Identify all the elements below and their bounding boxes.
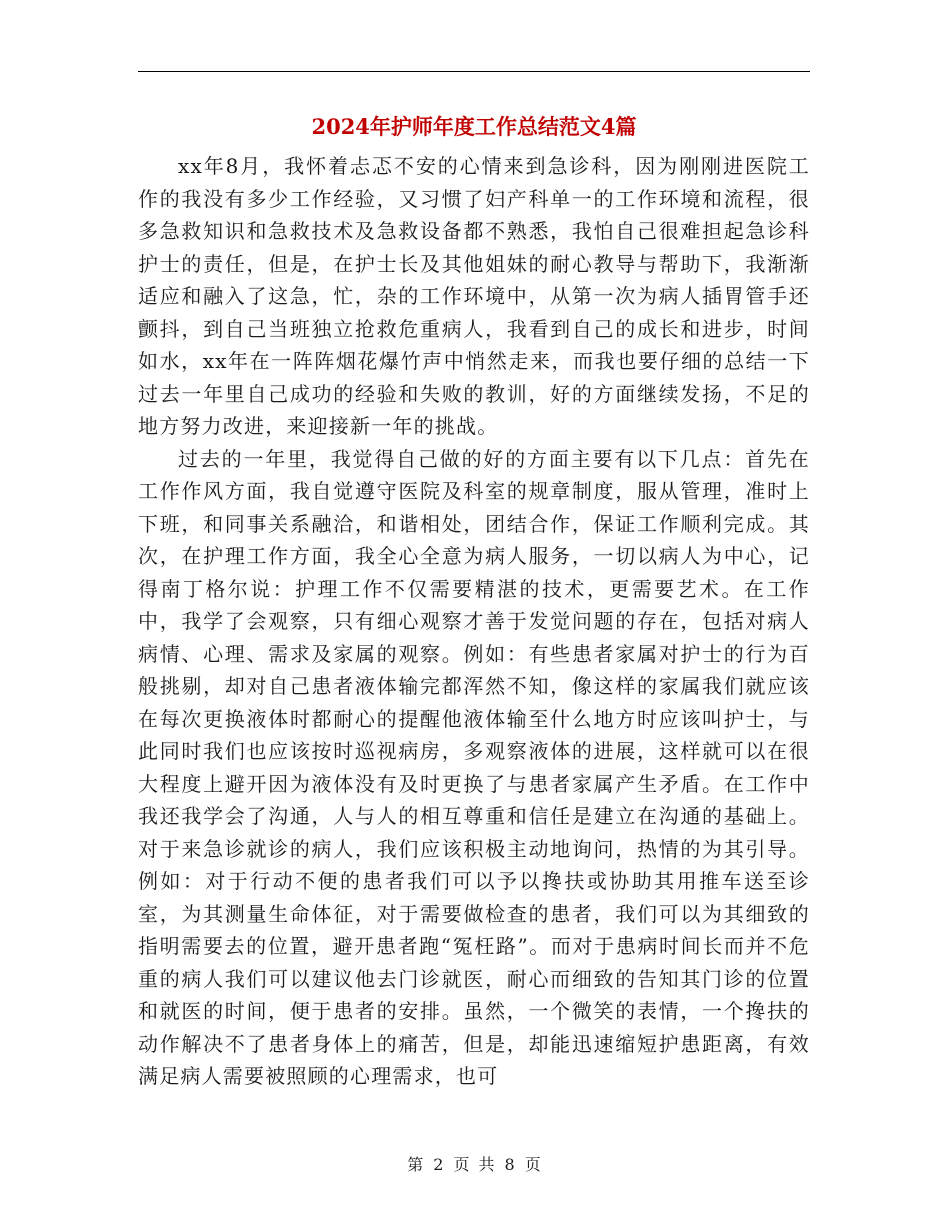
paragraph-2: 过去的一年里，我觉得自己做的好的方面主要有以下几点：首先在工作作风方面，我自觉遵守医院及科室的规章制度，服从管理，准时上下班，和同事关系融洽，和谐相处，团结合作，保证工作顺利完成。其次，在护理工作方面，我全心全意为病人服务，一切以病人为中心，记得南丁格尔说：护理工作不仅需要精湛的技术，更需要艺术。在工作中，我学了会观察，只有细心观察才善于发觉问题的存在，包括对病人病情、心理、需求及家属的观察。例如：有些患者家属对护士的行为百般挑剔，却对自己患者液体输完都浑然不知，像这样的家属我们就应该在每次更换液体时都耐心的提醒他液体输至什么地方时应该叫护士，与此同时我们也应该按时巡视病房，多观察液体的进展，这样就可以在很大程度上避开因为液体没有及时更换了与患者家属产生矛盾。在工作中我还我学会了沟通，人与人的相互尊重和信任是建立在沟通的基础上。对于来急诊就诊的病人，我们应该积极主动地询问，热情的为其引导。例如：对于行动不便的患者我们可以予以搀扶或协助其用推车送至诊室，为其测量生命体征，对于需要做检查的患者，我们可以为其细致的指明需要去的位置，避开患者跑“冤枉路”。而对于患病时间长而并不危重的病人我们可以建议他去门诊就医，耐心而细致的告知其门诊的位置和就医的时间，便于患者的安排。虽然，一个微笑的表情，一个搀扶的动作解决不了患者身体上的痛苦，但是，却能迅速缩短护患距离，有效满足病人需要被照顾的心理需求，也可 (138, 446, 810, 1088)
paragraph-1: xx年8月，我怀着忐忑不安的心情来到急诊科，因为刚刚进医院工作的我没有多少工作经验，又习惯了妇产科单一的工作环境和流程，很多急救知识和急救技术及急救设备都不熟悉，我怕自己很难担起急诊科护士的责任，但是，在护士长及其他姐妹的耐心教导与帮助下，我渐渐适应和融入了这急，忙，杂的工作环境中，从第一次为病人插胃管手还颤抖，到自己当班独立抢救危重病人，我看到自己的成长和进步，时间如水，xx年在一阵阵烟花爆竹声中悄然走来，而我也要仔细的总结一下过去一年里自己成功的经验和失败的教训，好的方面继续发扬，不足的地方努力改进，来迎接新一年的挑战。 (138, 154, 810, 438)
page-footer (0, 1153, 950, 1177)
footer-total-pages: 8 (504, 1155, 517, 1174)
footer-page-number: 2 (433, 1155, 446, 1174)
footer-suffix: 页 (524, 1155, 543, 1174)
document-title: 2024年护师年度工作总结范文4篇 (311, 114, 637, 139)
footer-prefix: 第 (407, 1155, 426, 1174)
footer-middle: 页 共 (453, 1155, 497, 1174)
document-body (138, 150, 810, 1093)
header-rule (138, 71, 810, 72)
